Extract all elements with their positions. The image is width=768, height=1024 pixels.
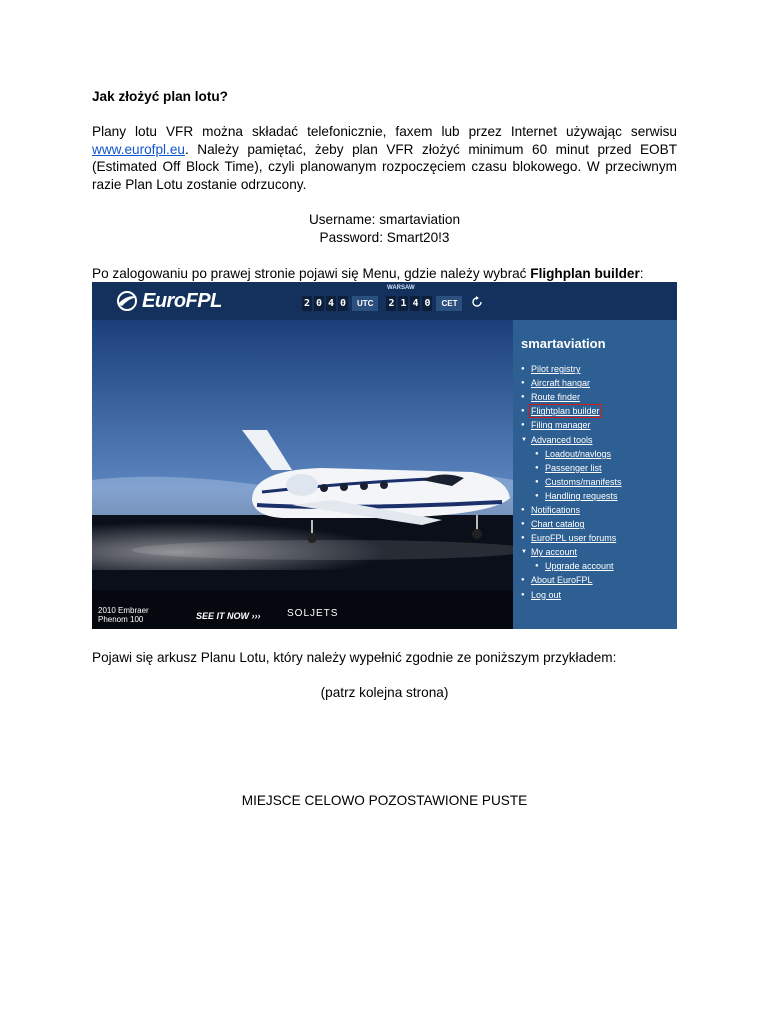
local-label: CET (436, 296, 462, 311)
utc-label: UTC (352, 296, 378, 311)
intro-paragraph (92, 123, 677, 193)
next-page-note: (patrz kolejna strona) (320, 685, 449, 700)
menu-item-loadout-navlogs[interactable]: ● Loadout/navlogs (535, 448, 612, 459)
bullet-icon: ● (521, 521, 525, 528)
eurofpl-logo[interactable] (116, 288, 222, 314)
credentials (92, 211, 677, 246)
utc-digit: 2 (303, 297, 311, 309)
menu-item-advanced-tools[interactable]: ▼ Advanced tools (521, 434, 593, 445)
menu-instruction (92, 265, 677, 283)
menu-item-pilot-registry[interactable]: ● Pilot registry (521, 364, 581, 375)
logo-text: EuroFPL (142, 289, 222, 312)
utc-digit: 4 (327, 297, 335, 309)
bullet-icon: ● (521, 394, 525, 401)
local-digit: 0 (424, 297, 431, 309)
menu-item-customs-manifests[interactable]: ● Customs/manifests (535, 476, 622, 487)
menu-item-handling-requests[interactable]: ● Handling requests (535, 490, 618, 501)
local-city: WARSAW (387, 285, 415, 291)
menu-item-flightplan-builder[interactable]: ● Flightplan builder (521, 406, 600, 417)
menu-item-route-finder[interactable]: ● Route finder (521, 392, 581, 403)
bullet-icon: ● (535, 492, 539, 499)
local-digit: 2 (388, 297, 395, 309)
bullet-icon: ● (521, 506, 525, 513)
menu-item-filing-manager[interactable]: ● Filing manager (521, 420, 591, 431)
menu-item-notifications[interactable]: ● Notifications (521, 504, 581, 515)
eurofpl-link[interactable]: www.eurofpl.eu (92, 141, 185, 157)
local-digit: 1 (400, 297, 407, 309)
clock (302, 294, 468, 312)
hero-caption-line1: 2010 Embraer (98, 606, 149, 615)
refresh-icon[interactable] (470, 295, 484, 309)
bullet-icon: ● (535, 464, 539, 471)
bullet-icon: ● (521, 408, 525, 415)
bullet-icon: ● (521, 366, 525, 373)
bullet-icon: ● (535, 563, 539, 570)
triangle-down-icon: ▼ (521, 549, 527, 556)
local-digit: 4 (412, 297, 419, 309)
blank-space-note: MIEJSCE CELOWO POZOSTAWIONE PUSTE (241, 793, 528, 808)
menu-item-about-eurofpl[interactable]: ● About EuroFPL (521, 575, 593, 586)
hero-caption-line2: Phenom 100 (98, 615, 144, 624)
bullet-icon: ● (535, 450, 539, 457)
menu-item-passenger-list[interactable]: ● Passenger list (535, 462, 602, 473)
see-it-now-link[interactable]: SEE IT NOW ››› (196, 611, 261, 621)
jet-hero-image[interactable] (92, 320, 513, 629)
bullet-icon: ● (521, 577, 525, 584)
menu-item-upgrade-account[interactable]: ● Upgrade account (535, 561, 614, 572)
menu-title: smartaviation (521, 336, 606, 351)
page-title: Jak złożyć plan lotu? (92, 89, 228, 104)
triangle-down-icon: ▼ (521, 436, 527, 443)
hero-caption (98, 606, 149, 624)
intro-text-1: Plany lotu VFR można składać telefonicznie, faxem lub przez Internet używając serwisu (92, 124, 677, 139)
bullet-icon: ● (521, 422, 525, 429)
swoosh-icon (116, 290, 138, 312)
utc-digit: 0 (339, 297, 347, 309)
sidebar-menu (513, 320, 677, 629)
intro-text-2: . Należy pamiętać, żeby plan VFR złożyć minimum 60 minut przed EOBT (Estimated Off Block Time), czyli planowanym rozpoczęciem czasu blokowego. W przeciwnym razie Plan Lotu zostanie odrzucony. (92, 141, 677, 192)
menu-item-aircraft-hangar[interactable]: ● Aircraft hangar (521, 378, 591, 389)
menu-instruction-bold: Flighplan builder (530, 266, 640, 281)
utc-digit: 0 (315, 297, 323, 309)
menu-item-chart-catalog[interactable]: ● Chart catalog (521, 519, 585, 530)
menu-item-user-forums[interactable]: ● EuroFPL user forums (521, 533, 617, 544)
form-instruction: Pojawi się arkusz Planu Lotu, który należy wypełnić zgodnie ze poniższym przykładem: (92, 650, 617, 665)
eurofpl-screenshot (92, 282, 677, 629)
password-line: Password: Smart20!3 (319, 229, 450, 245)
bullet-icon: ● (521, 380, 525, 387)
username-line: Username: smartaviation (308, 212, 461, 227)
menu-instruction-text: Po zalogowaniu po prawej stronie pojawi się Menu, gdzie należy wybrać (92, 266, 531, 281)
bullet-icon: ● (535, 478, 539, 485)
menu-item-log-out[interactable]: ● Log out (521, 589, 562, 600)
top-bar (92, 282, 677, 320)
menu-item-my-account[interactable]: ▼ My account (521, 547, 578, 558)
menu-list (521, 362, 622, 602)
soljets-logo: SOLJETS (287, 608, 339, 619)
menu-instruction-colon: : (639, 266, 644, 281)
bullet-icon: ● (521, 591, 525, 598)
bullet-icon: ● (521, 535, 525, 542)
